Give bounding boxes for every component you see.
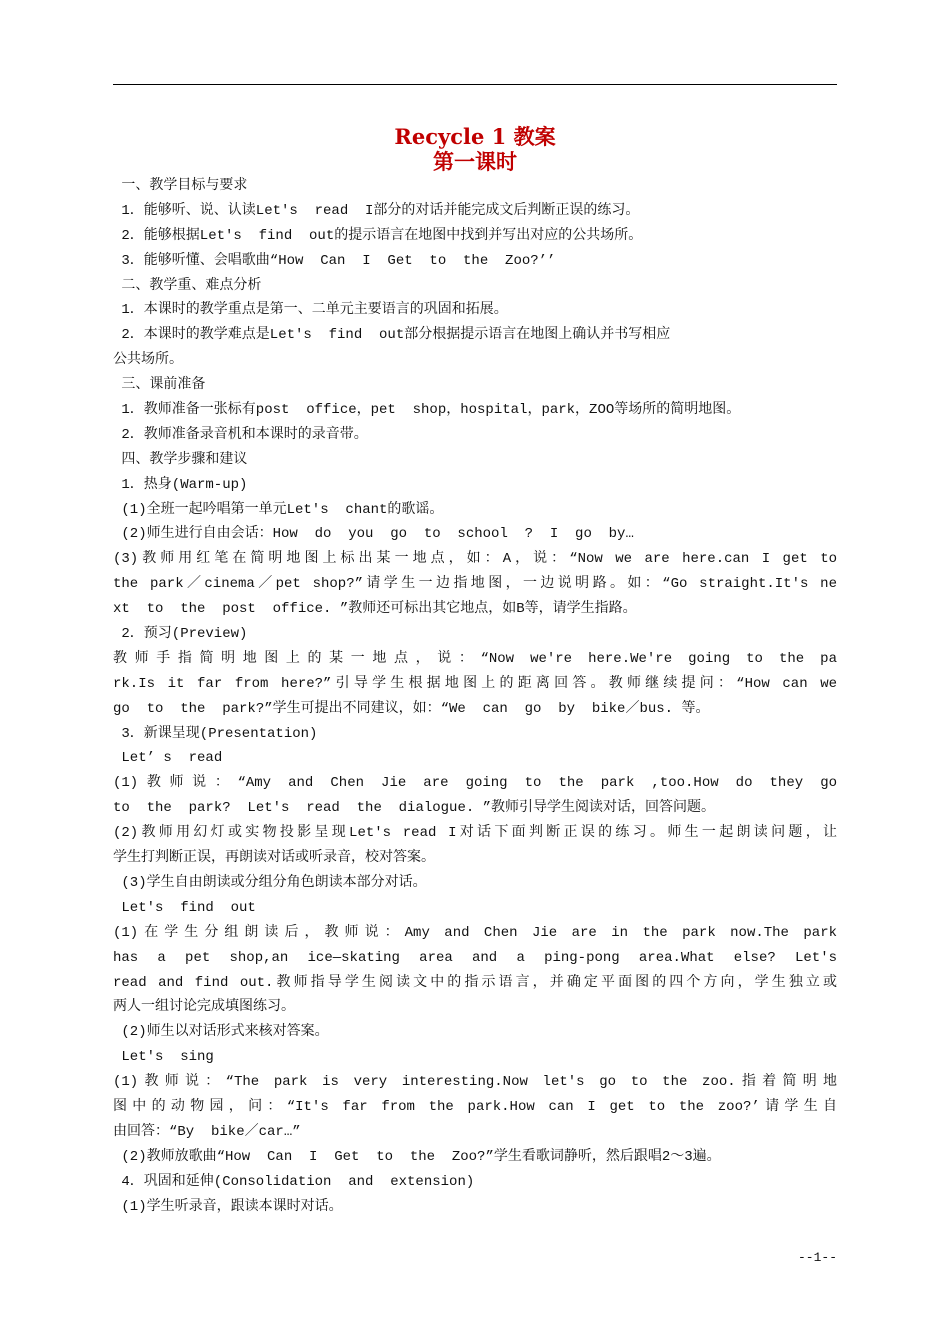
text-line: (2)教师放歌曲“How Can I Get to the Zoo?”学生看歌词静听，然后跟唱2～3遍。 [113,1148,721,1165]
text-line: 3．新课呈现(Presentation) [113,725,318,742]
text-line: (1)教师说：“Amy and Chen Jie are going to the park ,too.How do they go [113,775,837,792]
text-line: the park／cinema／pet shop?”请学生一边指地图，一边说明路。如：“Go straight.It's ne [113,576,837,593]
text-line: 公共场所。 [113,352,183,369]
text-line: (1)在学生分组朗读后，教师说：Amy and Chen Jie are in the park now.The park [113,924,837,941]
text-line: 学生打判断正误，再朗读对话或听录音，校对答案。 [113,850,435,867]
text-line: 1．教师准备一张标有post office，pet shop，hospital，park，ZOO等场所的简明地图。 [113,402,741,419]
text-line: go to the park?”学生可提出不同建议，如：“We can go by bike／bus. 等。 [113,700,710,717]
text-line: (2)师生以对话形式来核对答案。 [113,1024,329,1041]
text-line: 2．预习(Preview) [113,626,248,643]
text-line: 二、教学重、难点分析 [113,277,262,294]
text-line: 一、教学目标与要求 [113,178,248,194]
text-line: to the park? Let's read the dialogue. ”教师引导学生阅读对话，回答问题。 [113,800,716,817]
document-title: Recycle 1 教案 [394,124,556,149]
text-line: (3)学生自由朗读或分组分角色朗读本部分对话。 [113,874,427,891]
text-line: 2．能够根据Let's find out的提示语言在地图中找到并写出对应的公共场所。 [113,227,643,244]
text-line: Let's find out [113,899,256,916]
text-line: 1．本课时的教学重点是第一、二单元主要语言的巩固和拓展。 [113,302,508,319]
text-line: (2)教师用幻灯或实物投影呈现Let's read I对话下面判断正误的练习。师生一起朗读问题，让 [113,825,837,842]
text-line: (1)学生听录音，跟读本课时对话。 [113,1198,343,1215]
text-line: 由回答：“By bike／car…” [113,1123,301,1140]
text-line: rk.Is it far from here?”引导学生根据地图上的距离回答。教师继续提问：“How can we [113,675,837,692]
text-line: 2．本课时的教学难点是Let's find out部分根据提示语言在地图上确认并书写相应 [113,327,671,344]
document-body [113,174,837,1219]
text-line: (1)教师说：“The park is very interesting.Now let's go to the zoo.指着简明地 [113,1074,837,1091]
text-line: 教师手指简明地图上的某一地点，说：“Now we're here.We're going to the pa [113,650,837,667]
text-line: (2)师生进行自由会话：How do you go to school ? I go by… [113,526,634,543]
document-subtitle: 第一课时 [433,149,517,174]
text-line: 图中的动物园，问：“It's far from the park.How can I get to the zoo?’请学生自 [113,1098,837,1115]
text-line: Let’ s read [113,750,223,767]
text-line: (1)全班一起吟唱第一单元Let's chant的歌谣。 [113,501,444,518]
text-line: 3．能够听懂、会唱歌曲“How Can I Get to the Zoo?’’ [113,252,556,269]
text-line: 两人一组讨论完成填图练习。 [113,999,295,1016]
text-line: read and find out.教师指导学生阅读文中的指示语言，并确定平面图的四个方向，学生独立或 [113,974,837,991]
text-line: 三、课前准备 [113,377,206,394]
text-line: (3)教师用红笔在简明地图上标出某一地点，如：A，说：“Now we are here.can I get to [113,551,837,568]
text-line: 1．能够听、说、认读Let's read I部分的对话并能完成文后判断正误的练习。 [113,202,640,219]
text-line: has a pet shop,an ice—skating area and a ping-pong area.What else? Let's [113,949,837,966]
text-line: Let's sing [113,1049,214,1066]
page-number: --1-- [797,1250,837,1265]
text-line: xt to the post office. ”教师还可标出其它地点，如B等，请学生指路。 [113,601,637,618]
text-line: 2．教师准备录音机和本课时的录音带。 [113,426,368,443]
header-rule [113,84,837,85]
text-line: 四、教学步骤和建议 [113,451,248,468]
text-line: 1．热身(Warm-up) [113,476,248,493]
text-line: 4．巩固和延伸(Consolidation and extension) [113,1173,475,1190]
